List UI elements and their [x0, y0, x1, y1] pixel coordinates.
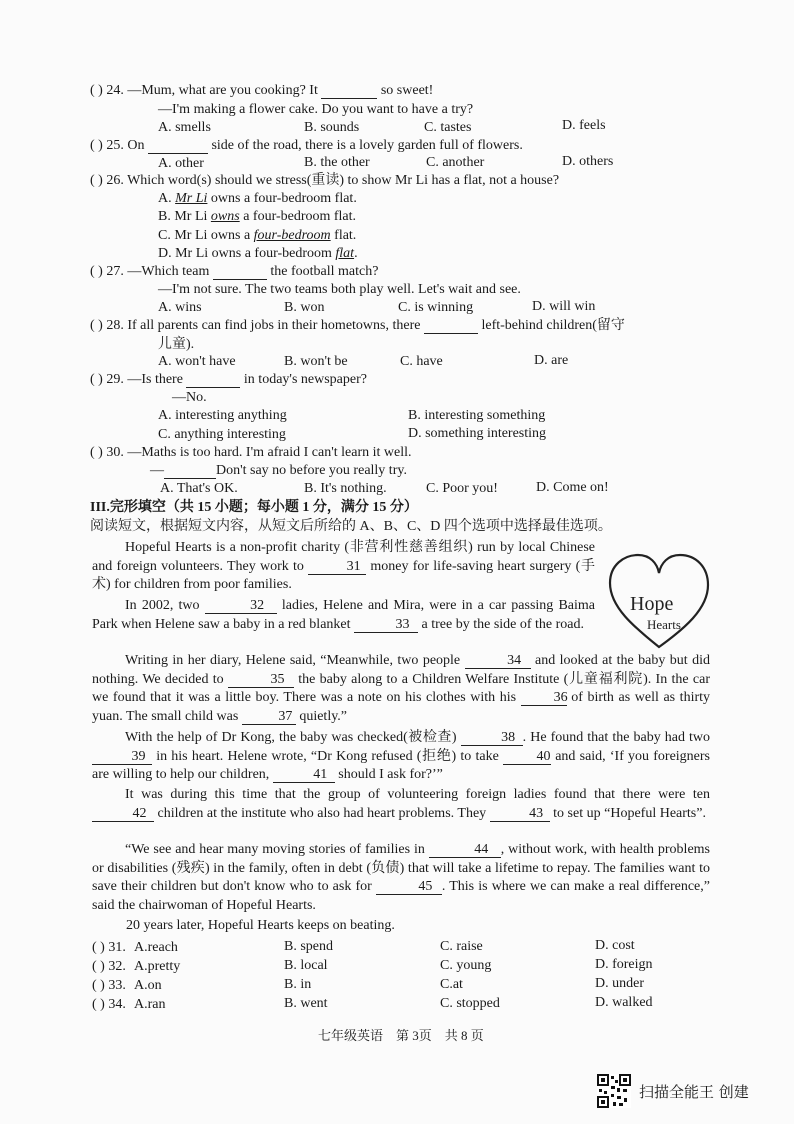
- q31-option-a: A.reach: [134, 940, 178, 955]
- q26-option-c: C. Mr Li owns a four-bedroom flat.: [158, 228, 357, 243]
- q28-option-b: B. won't be: [284, 354, 348, 369]
- q24-option-a: A. smells: [158, 120, 211, 135]
- blank-35[interactable]: 35: [228, 673, 294, 688]
- q30-option-a: A. That's OK.: [160, 481, 238, 496]
- q25-stem-a: On: [127, 138, 145, 153]
- q34-option-d: D. walked: [595, 995, 653, 1010]
- option-row-32: ( ) 32.: [92, 959, 126, 974]
- q27-stem-a: —Which team: [127, 264, 210, 279]
- section-heading: III.完形填空（共 15 小题；每小题 1 分，满分 15 分）: [90, 500, 418, 515]
- q29-number: ( ) 29.: [90, 372, 124, 387]
- q26-option-d: D. Mr Li owns a four-bedroom flat.: [158, 246, 358, 261]
- q34-option-a: A.ran: [134, 997, 166, 1012]
- q32-option-d: D. foreign: [595, 957, 653, 972]
- question-26: [90, 173, 559, 189]
- question-24: [90, 83, 433, 99]
- question-29: [90, 372, 367, 388]
- q27-blank[interactable]: [213, 265, 267, 280]
- q29-option-b: B. interesting something: [408, 408, 546, 423]
- q32-option-b: B. local: [284, 958, 328, 973]
- blank-31[interactable]: 31: [308, 560, 366, 575]
- q26-number: ( ) 26.: [90, 173, 124, 188]
- q33-option-b: B. in: [284, 977, 312, 992]
- q32-option-c: C. young: [440, 958, 492, 973]
- logo-word-hearts: Hearts: [647, 617, 681, 632]
- blank-34[interactable]: 34: [465, 654, 531, 669]
- q31-option-c: C. raise: [440, 939, 483, 954]
- passage-paragraph-6: “We see and hear many moving stories of families in 44 , without work, with health problems or disabilities (残疾) in the family, often in debt (负债) that will take a lifetime to repay. The families want to save their children but don't know who to ask for 45 . This is where we can make a real difference,” said the chairwoman of Hopeful Hearts.: [92, 842, 710, 913]
- blank-40[interactable]: 40: [503, 750, 551, 765]
- q30-stem: —Maths is too hard. I'm afraid I can't learn it well.: [127, 445, 412, 460]
- q27-option-c: C. is winning: [398, 300, 474, 315]
- option-row-34: ( ) 34.: [92, 997, 126, 1012]
- q29-option-c: C. anything interesting: [158, 427, 286, 442]
- q28-number: ( ) 28.: [90, 318, 124, 333]
- question-27: [90, 264, 378, 280]
- q30-option-d: D. Come on!: [536, 480, 609, 495]
- q29-stem-b: in today's newspaper?: [243, 372, 367, 387]
- q25-blank[interactable]: [148, 139, 208, 154]
- q26-stem: Which word(s) should we stress(重读) to show Mr Li has a flat, not a house?: [127, 173, 560, 188]
- q28-option-d: D. are: [534, 353, 569, 368]
- blank-45[interactable]: 45: [376, 880, 442, 895]
- blank-36[interactable]: 36: [521, 691, 567, 706]
- q27-option-b: B. won: [284, 300, 325, 315]
- q30-number: ( ) 30.: [90, 445, 124, 460]
- q30-option-b: B. It's nothing.: [304, 481, 387, 496]
- passage-paragraph-5: It was during this time that the group of volunteering foreign ladies found that there were ten 42 children at the institute who also had heart problems. They 43 to set up “Hopeful Hearts”.: [92, 786, 710, 823]
- qr-code-icon: [597, 1074, 631, 1108]
- q33-option-c: C.at: [440, 977, 463, 992]
- page-footer: 七年级英语 第 3页 共 8 页: [318, 1028, 484, 1043]
- option-row-33: ( ) 33.: [92, 978, 126, 993]
- q30-option-c: C. Poor you!: [426, 481, 498, 496]
- q25-stem-b: side of the road, there is a lovely garden full of flowers.: [211, 138, 523, 153]
- q28-blank[interactable]: [424, 319, 478, 334]
- blank-44[interactable]: 44: [429, 843, 501, 858]
- blank-39[interactable]: 39: [92, 750, 152, 765]
- q28-line2: 儿童).: [158, 337, 195, 352]
- q27-number: ( ) 27.: [90, 264, 124, 279]
- q31-option-b: B. spend: [284, 939, 333, 954]
- logo-word-hope: Hope: [630, 593, 674, 615]
- q27-stem-b: the football match?: [270, 264, 379, 279]
- q34-option-c: C. stopped: [440, 996, 500, 1011]
- q26-b-underlined: owns: [210, 209, 240, 224]
- q26-a-underlined: Mr Li: [175, 191, 208, 206]
- q24-number: ( ) 24.: [90, 83, 124, 98]
- q33-option-a: A.on: [134, 978, 162, 993]
- q25-option-b: B. the other: [304, 155, 370, 170]
- q25-option-c: C. another: [426, 155, 485, 170]
- q24-option-b: B. sounds: [304, 120, 360, 135]
- q24-stem-a: —Mum, what are you cooking? It: [127, 83, 318, 98]
- q27-line2: —I'm not sure. The two teams both play well. Let's wait and see.: [158, 282, 521, 297]
- q31-option-d: D. cost: [595, 938, 635, 953]
- passage-paragraph-7: 20 years later, Hopeful Hearts keeps on beating.: [126, 918, 395, 933]
- blank-37[interactable]: 37: [242, 710, 296, 725]
- q26-option-a: A. Mr Li owns a four-bedroom flat.: [158, 191, 357, 206]
- scanner-watermark: 扫描全能王 创建: [639, 1083, 749, 1101]
- q29-blank[interactable]: [186, 373, 240, 388]
- option-row-31: ( ) 31.: [92, 940, 126, 955]
- q25-option-d: D. others: [562, 154, 614, 169]
- blank-41[interactable]: 41: [273, 768, 335, 783]
- q29-option-d: D. something interesting: [408, 426, 547, 441]
- q28-option-c: C. have: [400, 354, 443, 369]
- blank-42[interactable]: 42: [92, 807, 154, 822]
- q24-option-d: D. feels: [562, 118, 606, 133]
- passage-paragraph-4: With the help of Dr Kong, the baby was checked(被检查) 38 . He found that the baby had two 39 in his heart. Helene wrote, “Dr Kong refused (拒绝) to take 40 and said, ‘If you foreigners are willing to help our children, 41 should I ask for?’”: [92, 730, 711, 783]
- q29-line2: —No.: [172, 390, 207, 405]
- q27-option-d: D. will win: [532, 299, 596, 314]
- q24-blank[interactable]: [321, 84, 377, 99]
- q24-option-c: C. tastes: [424, 120, 472, 135]
- q24-stem-b: so sweet!: [380, 83, 434, 98]
- heart-icon: [604, 551, 714, 651]
- blank-32[interactable]: 32: [205, 599, 277, 614]
- blank-38[interactable]: 38: [461, 731, 523, 746]
- q26-option-b: B. Mr Li owns a four-bedroom flat.: [158, 209, 357, 224]
- q34-option-b: B. went: [284, 996, 328, 1011]
- passage-paragraph-1: Hopeful Hearts is a non-profit charity (非营利性慈善组织) run by local Chinese and foreign volunteers. They work to 31 money for life-saving heart surgery (手术) for children from poor families.: [92, 540, 596, 593]
- q30-line2: — Don't say no before you really try.: [150, 463, 407, 478]
- section-instruction: 阅读短文，根据短文内容，从短文后所给的 A、B、C、D 四个选项中选择最佳选项。: [90, 519, 612, 534]
- q27-option-a: A. wins: [158, 300, 202, 315]
- q29-stem-a: —Is there: [127, 372, 183, 387]
- q28-option-a: A. won't have: [158, 354, 236, 369]
- hopeful-hearts-logo: [604, 551, 714, 651]
- question-28: [90, 318, 625, 334]
- q24-line2: —I'm making a flower cake. Do you want to have a try?: [158, 102, 474, 117]
- q25-number: ( ) 25.: [90, 138, 124, 153]
- question-30: [90, 445, 412, 461]
- q26-c-underlined: four-bedroom: [253, 228, 331, 243]
- q32-option-a: A.pretty: [134, 959, 181, 974]
- blank-43[interactable]: 43: [490, 807, 550, 822]
- passage-paragraph-3: Writing in her diary, Helene said, “Meanwhile, two people 34 and looked at the baby but did nothing. We decided to 35 the baby along to a Children Welfare Institute (儿童福利院). In the car we found that it was a little boy. There was a note on his clothes with his 36 of birth as well as thirty yuan. The small child was 37 quietly.”: [92, 653, 711, 724]
- q28-stem-a: If all parents can find jobs in their hometowns, there: [127, 318, 421, 333]
- passage-paragraph-2: In 2002, two 32 ladies, Helene and Mira, were in a car passing Baima Park when Helene saw a baby in a red blanket 33 a tree by the side of the road.: [92, 598, 595, 632]
- blank-33[interactable]: 33: [354, 618, 418, 633]
- q29-option-a: A. interesting anything: [158, 408, 287, 423]
- q33-option-d: D. under: [595, 976, 644, 991]
- q30-blank[interactable]: [164, 464, 216, 479]
- question-25: [90, 138, 523, 154]
- q25-option-a: A. other: [158, 156, 204, 171]
- q26-d-underlined: flat: [335, 246, 355, 261]
- q28-stem-b: left-behind children(留守: [481, 318, 625, 333]
